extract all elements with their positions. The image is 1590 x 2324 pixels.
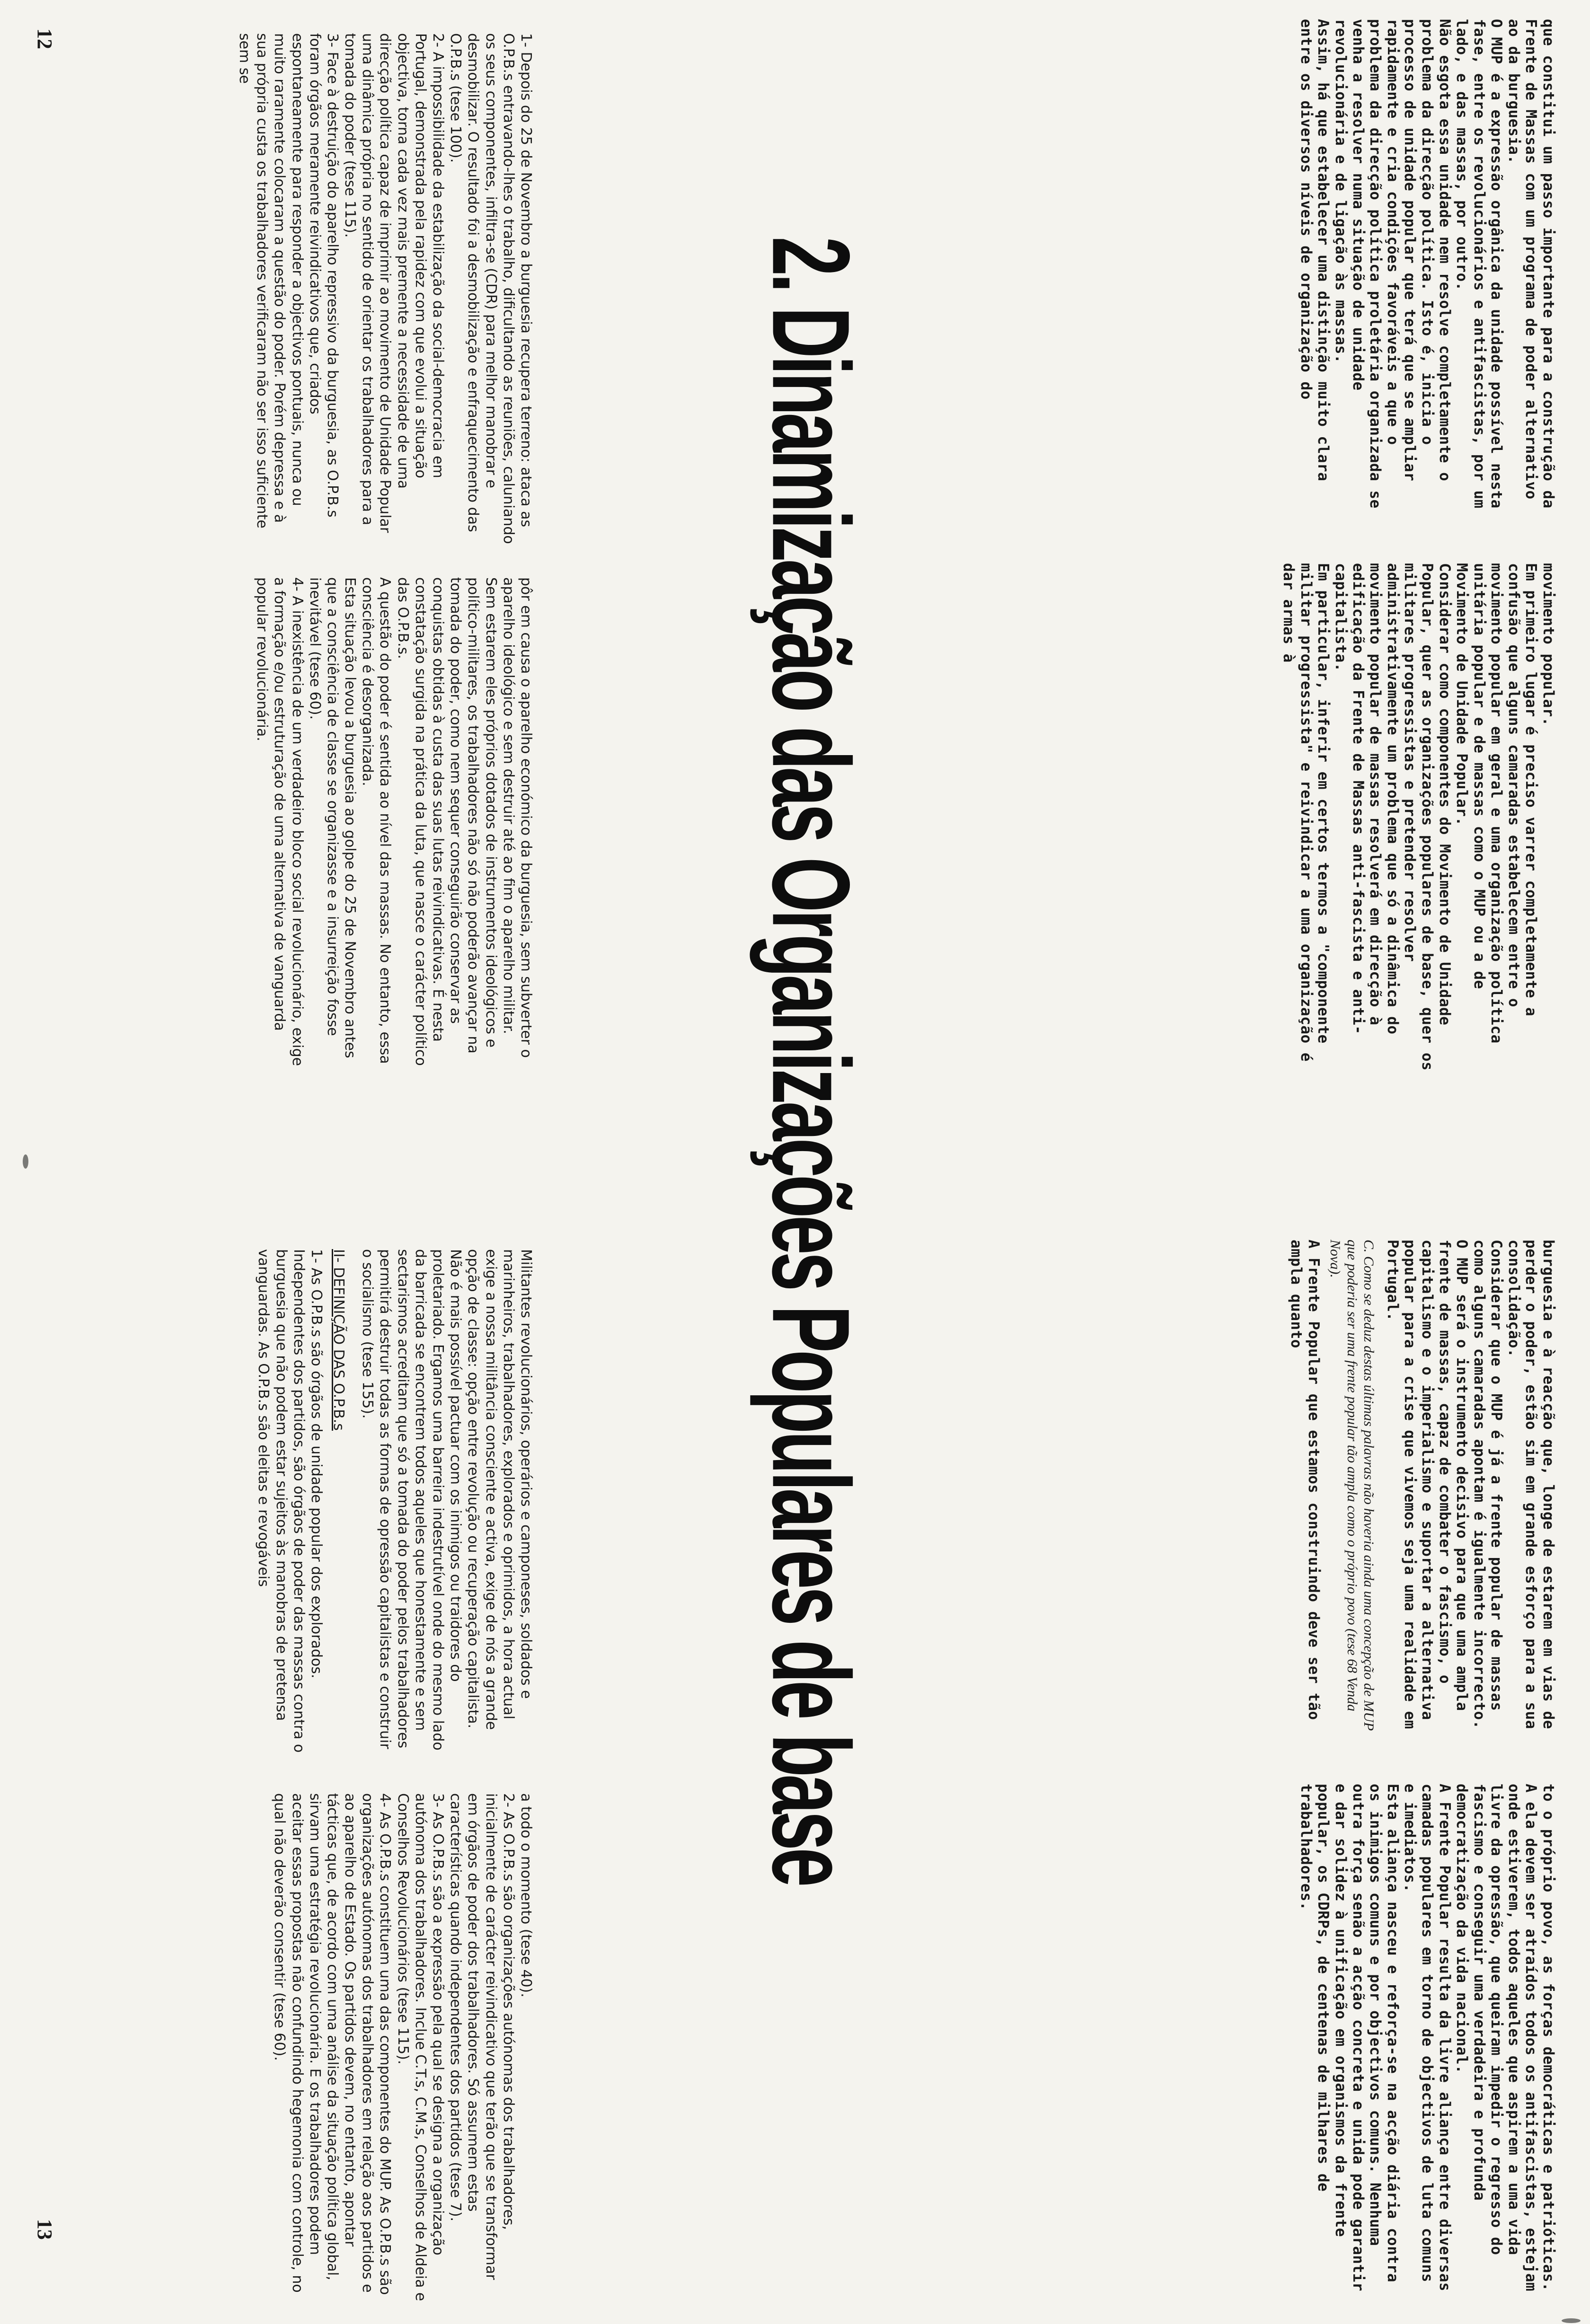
page-title: 2. Dinamização das Organizações Populares de base	[750, 237, 873, 1884]
column-bottom-right-1	[38, 1249, 535, 1760]
column-top-right-1-quote: C. Como se deduz destas últimas palavras não haveria ainda uma concepção de MUP que poderia ser uma frente popular tão ampla como o próprio povo (tese 68 Venda Nova).	[1327, 1240, 1377, 1734]
column-top-right-1-end: A Frente Popular que estamos construindo deve ser tão ampla quanto	[1288, 1240, 1323, 1729]
column-bottom-right-1-definition: 1- As O.P.B.s são órgãos de unidade popular dos explorados. Independentes dos partidos, são órgãos de poder das massas contra o burguesia que não podem estar sujeitos às manobras de pretensa vanguardas. As O.P.B.s são eleitas e revogáveis	[255, 1249, 325, 1757]
column-top-right-2: to o próprio povo, as forças democráticas e patrióticas. A ela devem ser atraídos todos os antifascistas, estejam onde estiverem, todos aqueles que aspirem a uma vida livre da opressão, que queiram impedir o regresso do fascismo e conseguir uma verdadeira e profunda democratização da vida nacional. A Frente Popular resulta da livre aliança entre diversas camadas populares em torno de objectivos de luta comuns e imediatos. Esta aliança nasceu e reforça-se na acção diária contra os inimigos comuns e por objectivos comuns. Nenhuma outra força senão a acção concreta e unida pode garantir e dar solidez à unificação em organismos da frente popular, os CDRPs, de centenas de milhares de trabalhadores.	[1297, 1784, 1557, 2292]
page-number-left: 12	[33, 28, 56, 49]
column-top-left: que constitui um passo importante para a construção da Frente de Massas com um programa de poder alternativo ao da burguesia. O MUP é a expressão orgânica da unidade possível nesta fase, entre os revolucionários e antifascistas, por um lado, e das massas, por outro. Não esgota essa unidade nem resolve completamente o problema da direcção política. Isto é, inicia o processo de unidade popular que terá que se ampliar rapidamente e cria condições favoráveis a que o problema da direcção política proletária organizada se venha a resolver numa situação de unidade revolucionária e de ligação às massas. Assim, há que estabelecer uma distinção muito clara entre os diversos níveis de organização do	[1297, 19, 1557, 509]
column-bottom-middle: pôr em causa o aparelho económico da burguesia, sem subverter o aparelho ideológico e sem destruir até ao fim o aparelho militar. Sem estarem eles próprios dotados de instrumentos ideológicos e político-militares, os trabalhadores não só não poderão avançar na tomada do poder, como nem sequer conseguirão conservar as conquistas obtidas à custa das suas lutas reivindicativas. É nesta constatação surgida na prática da luta, que nasce o carácter político das O.P.B.s. A questão do poder é sentida ao nível das massas. No entanto, essa consciência é desorganizada. Esta situação levou a burguesia ao golpe do 25 de Novembro antes que a consciência de classe se organizasse e a insurreição fosse inevitável (tese 60). 4- A inexistência de um verdadeiro bloco social revolucionário, exige a formação e/ou estruturação de uma alternativa de vanguarda popular revolucionária.	[254, 577, 534, 1066]
scan-mark	[23, 1154, 28, 1169]
scan-mark	[1562, 2318, 1581, 2323]
page-number-right: 13	[33, 2219, 56, 2240]
column-bottom-left: 1- Depois do 25 de Novembro a burguesia recupera terreno: ataca as O.P.B.s entravando-lhes o trabalho, dificultando as reuniões, caluniando os seus componentes, infiltra-se (CDR) para melhor manobrar e desmobilizar. O resultado foi a desmobilização e enfraquecimento das O.P.B.s (tese 100). 2- A impossibilidade da estabilização da social-democracia em Portugal, demonstrada pela rapidez com que evolui a situação objectiva, torna cada vez mais premente a necessidade de uma direcção política capaz de imprimir ao movimento de Unidade Popular uma dinâmica própria no sentido de orientar os trabalhadores para a tomada do poder (tese 115). 3- Face à destruição do aparelho repressivo da burguesia, as O.P.B.s foram órgãos meramente reivindicativos que, criados espontaneamente para responder a objectivos pontuais, nunca ou muito raramente colocaram a questão do poder. Porém depressa e à sua própria custa os trabalhadores verificaram não ser isso suficiente sem se	[236, 33, 534, 544]
column-top-right-1	[942, 1240, 1557, 1751]
column-bottom-right-2: a todo o momento (tese 40). 2- As O.P.B.s são organizações autónomas dos trabalhadores, inicialmente de carácter reivindicativo que terão que se transformar em órgãos de poder dos trabalhadores. Só assumem estas características quando independentes dos partidos (tese 7). 3- As O.P.B.s são a expressão pela qual se designa a organização autónoma dos trabalhadores. Inclue C.T.s, C.M.s, Conselhos de Aldeia e Conselhos Revolucionários (tese 115). 4- As O.P.B.s constituem uma das componentes do MUP. As O.P.B.s são organizações autónomas dos trabalhadores em relação aos partidos e ao aparelho de Estado. Os partidos devem, no entanto, apontar tácticas que, de acordo com uma análise da situação política global, sirvam uma estratégia revolucionária. E os trabalhadores podem aceitar essas propostas não confundindo hegemonia com controle, no qual não deverão consentir (tese 60).	[271, 1793, 534, 2301]
column-top-middle: movimento popular. Em primeiro lugar é preciso varrer completamente a confusão que alguns camaradas estabelecem entre o movimento popular em geral e uma organização política unitária popular e de massas como o MUP ou a de Movimento de Unidade Popular. Considerar como componentes do Movimento de Unidade Popular, quer as organizações populares de base, quer os militares progressistas e pretender resolver administrativamente um problema que só a dinâmica do movimento popular de massas resolverá em direcção à edificação da Frente de Massas anti-fascista e anti-capitalista. Em particular, inferir em certos termos a "componente militar progressista" e reivindicar a uma organização é dar armas à	[1280, 563, 1557, 1071]
section-heading-definicao: II- DEFINIÇÃO DAS O.P.B.s	[330, 1249, 347, 1431]
column-bottom-right-1-text: Militantes revolucionários, operários e camponeses, soldados e marinheiros, trabalhadores, explorados e oprimidos, a hora actual exige a nossa militância consciente e activa, exige de nós a grande opção de classe: opção entre revolução ou recuperação capitalista. Não é mais possível pactuar com os inimigos ou traidores do proletariado. Ergamos uma barreira indestrutível onde do mesmo lado da barricada se encontrem todos aqueles que honestamente e sem sectarismos acreditam que só a tomada do poder pelos trabalhadores permitirá destruir todas as formas de opressão capitalistas e construir o socialismo (tese 155).	[359, 1249, 534, 1755]
column-top-right-1-text: burguesia e à reacção que, longe de estarem em vias de perder o poder, estão sim em grande esforço para a sua consolidação. Considerar que o MUP é já a frente popular de massas como alguns camaradas apontam é igualmente incorrecto. O MUP será o instrumento decisivo para que uma ampla frente de massas, capaz de combater o fascismo, o capitalismo e o imperialismo e suportar a alternativa popular para a crise que vivemos seja uma realidade em Portugal.	[1384, 1240, 1557, 1729]
